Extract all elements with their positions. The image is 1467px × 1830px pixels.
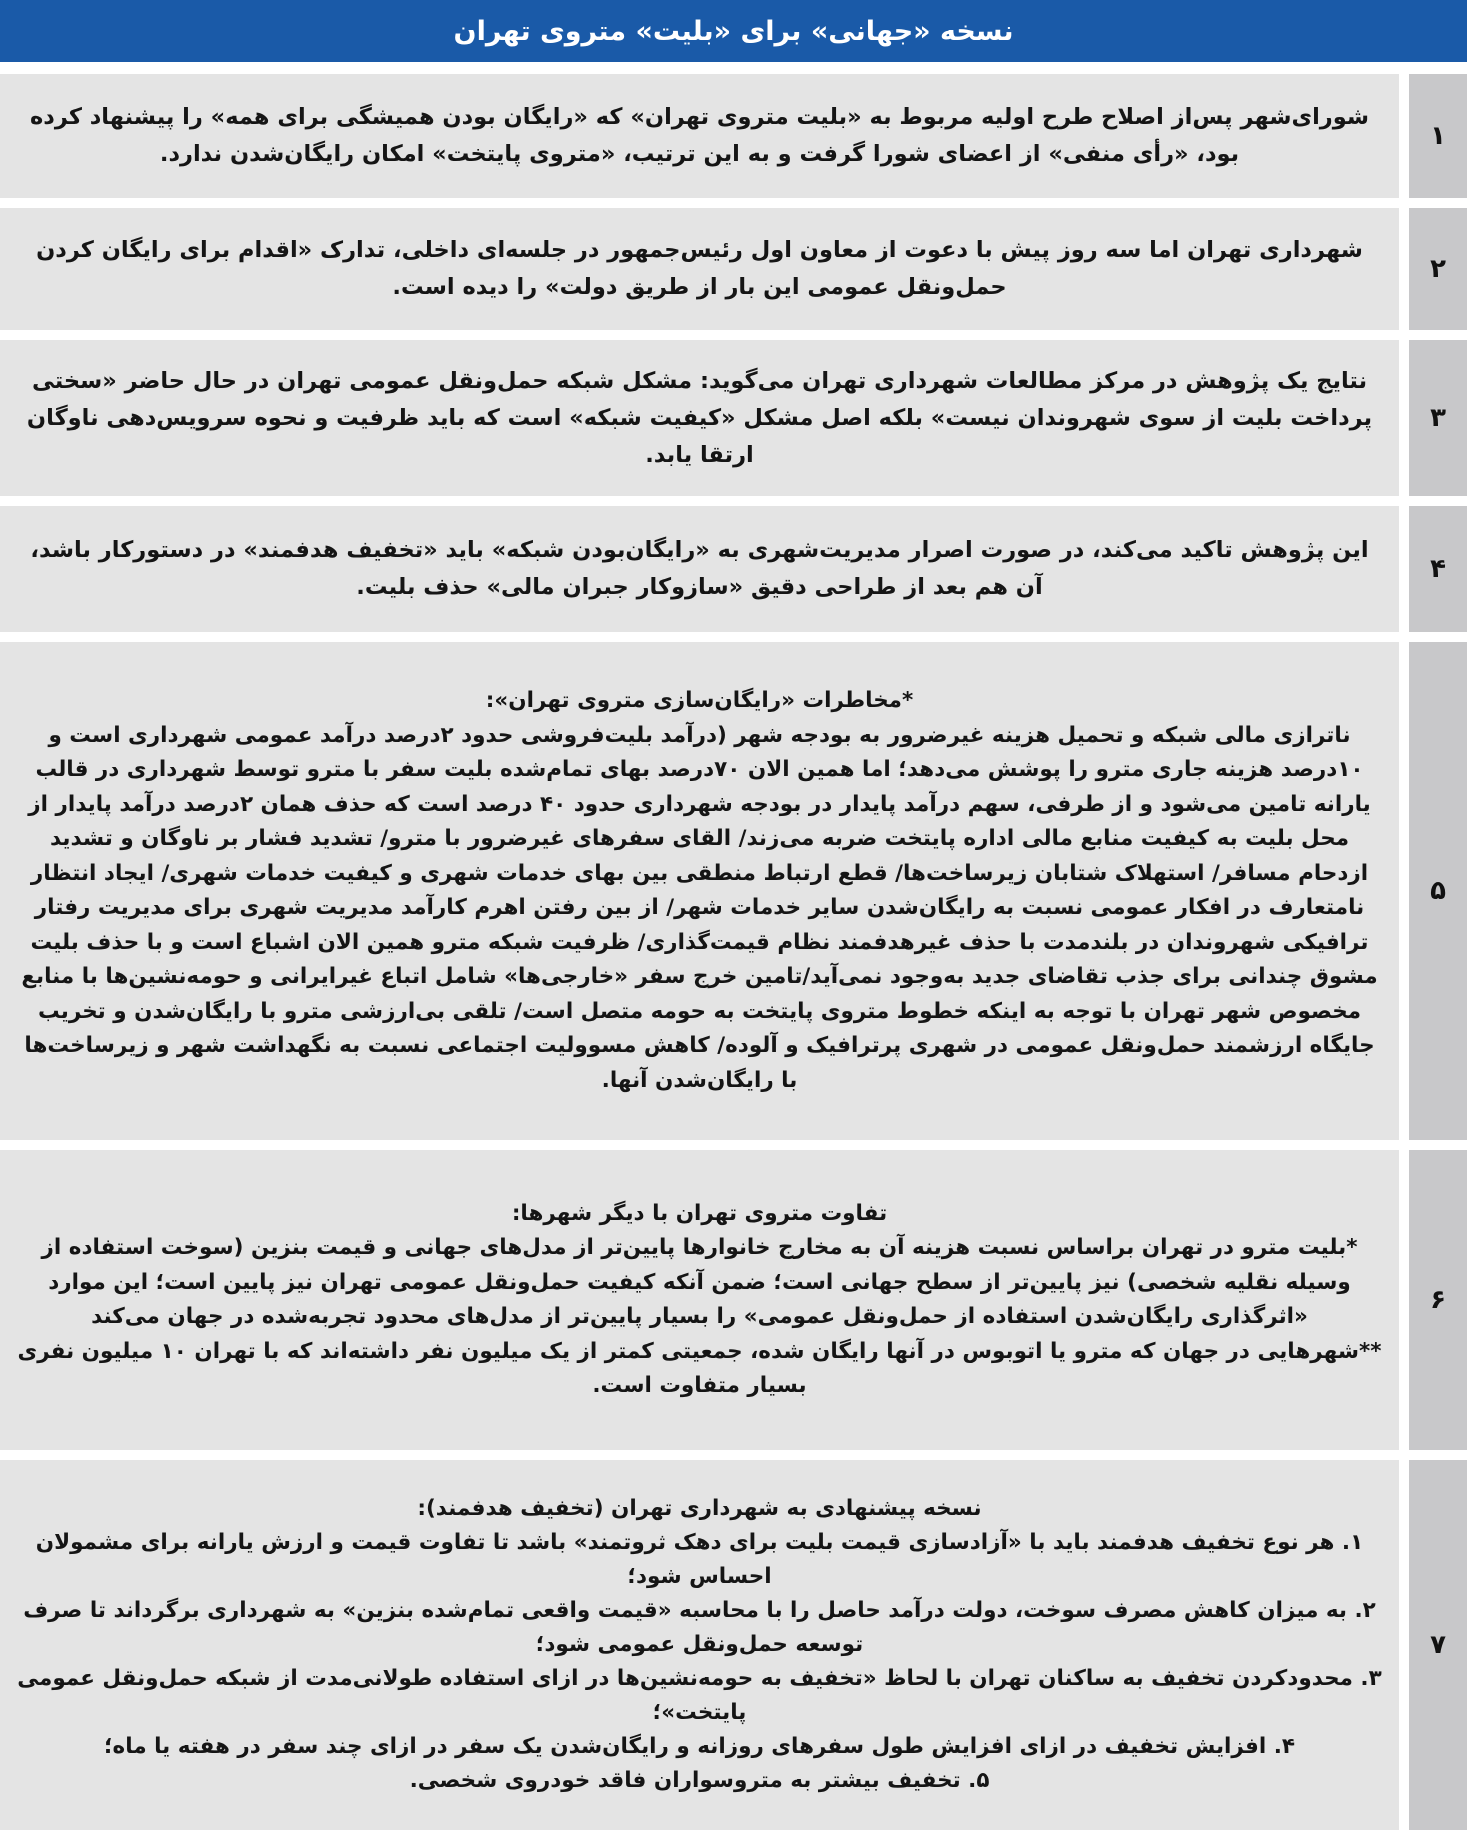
row-text (16, 1492, 1383, 1798)
row-number: ۱ (1409, 74, 1467, 198)
page-title: نسخه «جهانی» برای «بلیت» متروی تهران (0, 0, 1467, 62)
row-paragraph: شهرداری تهران اما سه روز پیش با دعوت از معاون اول رئیس‌جمهور در جلسه‌ای داخلی، تدارک «اقدام برای رایگان کردن حمل‌ونقل عمومی این بار از طریق دولت» را دیده است. (36, 237, 1363, 300)
row-text-cell (0, 1460, 1399, 1830)
row-number: ۳ (1409, 340, 1467, 496)
table-row (0, 340, 1467, 496)
row-heading: تفاوت متروی تهران با دیگر شهرها: (511, 1200, 888, 1226)
row-text-cell (0, 74, 1399, 198)
table-row (0, 642, 1467, 1140)
row-number: ۵ (1409, 642, 1467, 1140)
row-text (16, 684, 1383, 1098)
row-text (16, 99, 1383, 173)
row-text-cell (0, 506, 1399, 632)
list-item: ۱. هر نوع تخفیف هدفمند باید با «آزادسازی قیمت بلیت برای دهک ثروتمند» باشد تا تفاوت قیمت و ارزش یارانه برای مشمولان احساس شود؛ (35, 1530, 1364, 1589)
row-number: ۴ (1409, 506, 1467, 632)
row-heading: *مخاطرات «رایگان‌سازی متروی تهران»: (485, 688, 914, 713)
table-row (0, 506, 1467, 632)
row-heading: نسخه پیشنهادی به شهرداری تهران (تخفیف هدفمند): (417, 1496, 982, 1521)
table-row (0, 74, 1467, 198)
row-text (16, 363, 1383, 474)
row-text (16, 232, 1383, 306)
row-paragraph: **شهرهایی در جهان که مترو یا اتوبوس در آنها رایگان شده، جمعیتی کمتر از یک میلیون نفر داشته‌اند که با تهران ۱۰ میلیون نفری بسیار متفاوت است. (17, 1338, 1382, 1398)
row-number: ۲ (1409, 208, 1467, 330)
row-paragraph: شورای‌شهر پس‌از اصلاح طرح اولیه مربوط به «بلیت متروی تهران» که «رایگان بودن همیشگی برای همه» را پیشنهاد کرده بود، «رأی منفی» از اعضای شورا گرفت و به این ترتیب، «متروی پایتخت» امکان رایگان‌شدن ندارد. (30, 104, 1369, 167)
row-text (16, 532, 1383, 606)
row-paragraph: *بلیت مترو در تهران براساس نسبت هزینه آن به مخارج خانوارها پایین‌تر از مدل‌های جهانی و قیمت بنزین (سوخت استفاده از وسیله نقلیه شخصی) نیز پایین‌تر از سطح جهانی است؛ ضمن آنکه کیفیت حمل‌ونقل عمومی تهران نیز پایین است؛ این موارد «اثرگذاری رایگان‌شدن استفاده از حمل‌ونقل عمومی» را بسیار پایین‌تر از مدل‌های محدود تجربه‌شده در جهان می‌کند (41, 1235, 1358, 1329)
row-paragraph: ناترازی مالی شبکه و تحمیل هزینه غیرضرور به بودجه شهر (درآمد بلیت‌فروشی حدود ۲درصد درآمد عمومی شهرداری است و ۱۰درصد هزینه جاری مترو را پوشش می‌دهد؛ اما همین الان ۷۰درصد بهای تمام‌شده بلیت سفر با مترو توسط شهرداری در قالب یارانه تامین می‌شود و از طرفی، سهم درآمد پایدار در بودجه شهرداری حدود ۴۰ درصد است که حذف همان ۲درصد درآمد پایدار از محل بلیت به کیفیت منابع مالی اداره پایتخت ضربه می‌زند/ القای سفرهای غیرضرور با مترو/ تشدید فشار بر ناوگان و تشدید ازدحام مسافر/ استهلاک شتابان زیرساخت‌ها/ قطع ارتباط منطقی بین بهای خدمات شهری و کیفیت خدمات شهری/ ایجاد انتظار نامتعارف در افکار عمومی نسبت به رایگان‌شدن سایر خدمات شهر/ از بین رفتن اهرم کارآمد مدیریت شهری برای مدیریت رفتار ترافیکی شهروندان در بلندمدت با حذف غیرهدفمند نظام قیمت‌گذاری/ ظرفیت شبکه مترو همین الان اشباع است و با حذف بلیت مشوق چندانی برای جذب تقاضای جدید به‌وجود نمی‌آید/تامین خرج سفر «خارجی‌ها» شامل اتباع غیرایرانی و حومه‌نشین‌ها با منابع مخصوص شهر تهران با توجه به اینکه خطوط متروی پایتخت به حومه متصل است/ تلقی بی‌ارزشی مترو با رایگان‌شدن و تخریب جایگاه ارزشمند حمل‌ونقل عمومی در شهری پرترافیک و آلوده/ کاهش مسوولیت اجتماعی نسبت به نگهداشت شهر و زیرساخت‌ها با رایگان‌شدن آنها. (21, 722, 1378, 1093)
table-row (0, 1460, 1467, 1830)
list-item: ۴. افزایش تخفیف در ازای افزایش طول سفرهای روزانه و رایگان‌شدن یک سفر در ازای چند سفر در هفته یا ماه؛ (103, 1734, 1296, 1759)
list-item: ۵. تخفیف بیشتر به متروسواران فاقد خودروی شخصی. (409, 1768, 990, 1793)
table-row (0, 1150, 1467, 1450)
row-paragraph: نتایج یک پژوهش در مرکز مطالعات شهرداری تهران می‌گوید: مشکل شبکه حمل‌ونقل عمومی تهران در حال حاضر «سختی پرداخت بلیت از سوی شهروندان نیست» بلکه اصل مشکل «کیفیت شبکه» است که باید ظرفیت و نحوه سرویس‌دهی ناوگان ارتقا یابد. (26, 367, 1373, 468)
list-item: ۳. محدودکردن تخفیف به ساکنان تهران با لحاظ «تخفیف به حومه‌نشین‌ها در ازای استفاده طولانی‌مدت از شبکه حمل‌ونقل عمومی پایتخت»؛ (17, 1666, 1382, 1725)
row-text (16, 1197, 1383, 1404)
row-text-cell (0, 1150, 1399, 1450)
list-item: ۲. به میزان کاهش مصرف سوخت، دولت درآمد حاصل را با محاسبه «قیمت واقعی تمام‌شده بنزین» به شهرداری برگرداند تا صرف توسعه حمل‌ونقل عمومی شود؛ (23, 1598, 1376, 1657)
row-text-cell (0, 208, 1399, 330)
row-number: ۶ (1409, 1150, 1467, 1450)
row-paragraph: این پژوهش تاکید می‌کند، در صورت اصرار مدیریت‌شهری به «رایگان‌بودن شبکه» باید «تخفیف هدفمند» در دستورکار باشد، آن هم بعد از طراحی دقیق «سازوکار جبران مالی» حذف بلیت. (30, 537, 1369, 600)
table-row (0, 208, 1467, 330)
row-text-cell (0, 642, 1399, 1140)
row-number: ۷ (1409, 1460, 1467, 1830)
row-text-cell (0, 340, 1399, 496)
